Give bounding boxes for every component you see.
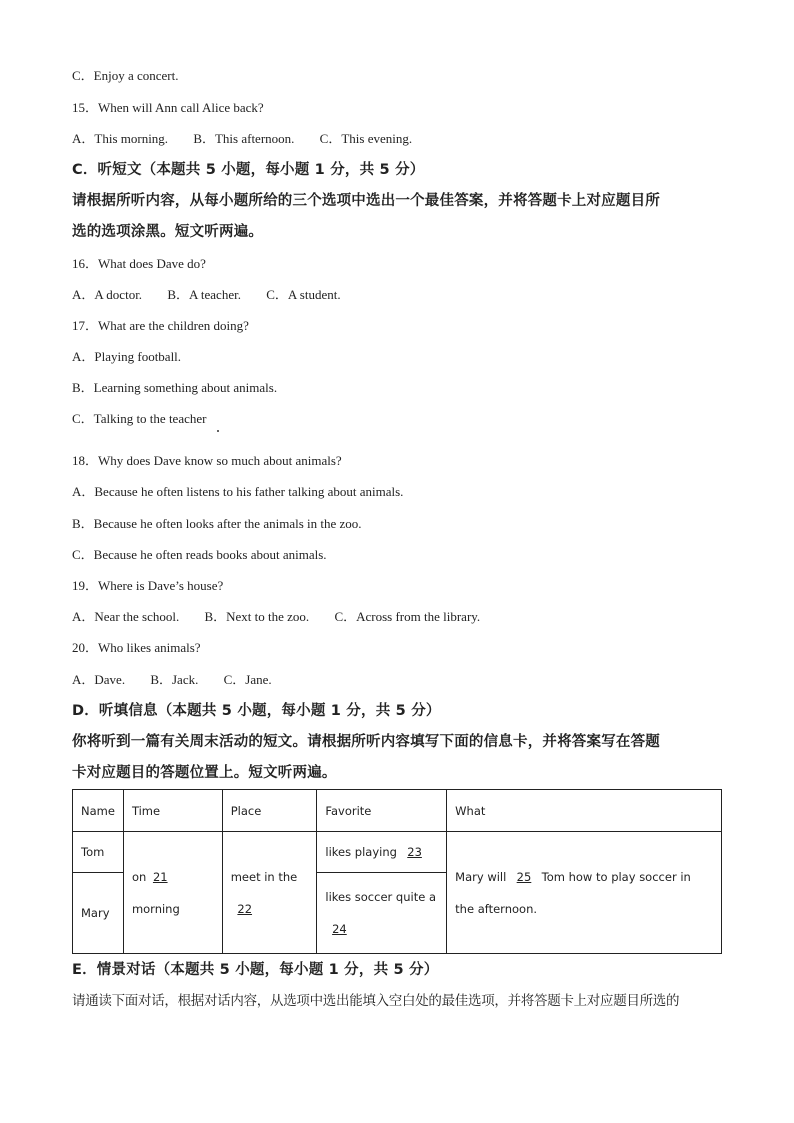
header-what: What <box>447 790 722 832</box>
option-a: A．Dave. <box>72 672 126 687</box>
header-place: Place <box>222 790 317 832</box>
option-b: B．This afternoon. <box>193 131 295 146</box>
option-a: A．A doctor. <box>72 287 143 302</box>
option-c: C．This evening. <box>319 131 413 146</box>
option-a: A．Because he often listens to his father talking about animals. <box>72 484 404 499</box>
option-c: C．Because he often reads books about animals. <box>72 547 327 562</box>
section-c-title: C．听短文（本题共 5 小题，每小题 1 分，共 5 分） <box>72 162 425 178</box>
blank-24: 24 <box>332 922 347 936</box>
question-19: 19．Where is Dave’s house? <box>72 578 224 593</box>
place-cell: meet in the 22 <box>222 832 317 954</box>
blank-21: 21 <box>152 869 168 884</box>
section-e-instructions-1: 请通读下面对话，根据对话内容，从选项中选出能填入空白处的最佳选项，并将答题卡上对应题目所选的 <box>72 993 680 1009</box>
name-cell <box>73 832 124 954</box>
table-row <box>73 832 722 954</box>
option-a: A．Near the school. <box>72 609 180 624</box>
favorite-tom: likes playing 23 <box>317 832 446 873</box>
option-c: C．Across from the library. <box>334 609 481 624</box>
options-20 <box>72 672 272 688</box>
question-16: 16．What does Dave do? <box>72 256 206 271</box>
name-tom: Tom <box>73 832 123 873</box>
question-20: 20．Who likes animals? <box>72 640 201 655</box>
favorite-mary: likes soccer quite a 24 <box>317 873 446 953</box>
option-b: B．A teacher. <box>167 287 241 302</box>
question-15: 15．When will Ann call Alice back? <box>72 100 264 115</box>
option-b: B．Next to the zoo. <box>204 609 310 624</box>
option-line: C．Enjoy a concert. <box>72 68 179 83</box>
table-header-row <box>73 790 722 832</box>
blank-25: 25 <box>516 869 532 884</box>
option-b: B．Because he often looks after the animals in the zoo. <box>72 516 362 531</box>
section-d-instructions-1: 你将听到一篇有关周末活动的短文。请根据所听内容填写下面的信息卡，并将答案写在答题 <box>72 734 660 750</box>
header-name: Name <box>73 790 124 832</box>
header-time: Time <box>123 790 222 832</box>
section-c-instructions-1: 请根据所听内容，从每小题所给的三个选项中选出一个最佳答案，并将答题卡上对应题目所 <box>72 193 660 209</box>
option-a: A．This morning. <box>72 131 169 146</box>
options-16 <box>72 287 341 303</box>
options-19 <box>72 609 480 625</box>
header-favorite: Favorite <box>317 790 447 832</box>
section-c-instructions-2: 选的选项涂黑。短文听两遍。 <box>72 224 264 240</box>
option-b: B．Jack. <box>150 672 199 687</box>
section-d-title: D．听填信息（本题共 5 小题，每小题 1 分，共 5 分） <box>72 703 441 719</box>
options-15 <box>72 131 412 147</box>
option-b: B．Learning something about animals. <box>72 380 278 395</box>
favorite-cell <box>317 832 447 954</box>
time-cell: on 21 morning <box>123 832 222 954</box>
question-18: 18．Why does Dave know so much about animals? <box>72 453 342 468</box>
stray-dot <box>217 430 219 432</box>
option-c: C．A student. <box>266 287 341 302</box>
option-c: C．Talking to the teacher <box>72 411 207 426</box>
info-card-table <box>72 789 722 954</box>
option-c: C．Jane. <box>223 672 272 687</box>
section-d-instructions-2: 卡对应题目的答题位置上。短文听两遍。 <box>72 765 337 781</box>
blank-23: 23 <box>407 845 422 859</box>
what-cell: Mary will 25 Tom how to play soccer in the afternoon. <box>447 832 722 954</box>
name-mary: Mary <box>81 906 110 920</box>
option-a: A．Playing football. <box>72 349 182 364</box>
blank-22: 22 <box>237 901 253 916</box>
section-e-title: E．情景对话（本题共 5 小题，每小题 1 分，共 5 分） <box>72 962 439 978</box>
question-17: 17．What are the children doing? <box>72 318 249 333</box>
